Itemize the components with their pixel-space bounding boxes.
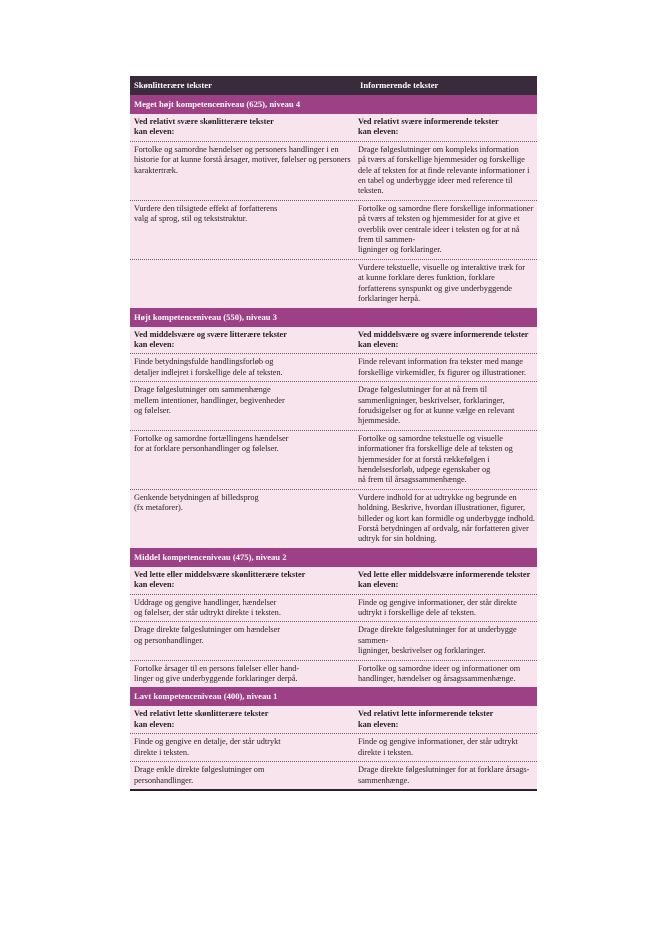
- subheading-informative: Ved lette eller middelsvære informerende tekster kan eleven:: [358, 569, 531, 590]
- cell-informative: Finde relevant information fra tekster med mange forskellige virkemidler, fx figurer og illustrationer.: [358, 357, 527, 377]
- table-row: [130, 381, 537, 430]
- header-informative: Informerende tekster: [360, 80, 439, 90]
- table-row: [130, 621, 537, 659]
- cell-literary: [130, 260, 356, 308]
- cell-literary: Drage enkle direkte følgeslutninger om personhandlinger.: [134, 765, 265, 785]
- cell-literary: Fortolke og samordne hændelser og personers handlinger i en historie for at kunne forstå årsager, motiver, følelser og personers karaktertræk.: [134, 144, 351, 175]
- level-heading: Middel kompetenceniveau (475), niveau 2: [130, 548, 537, 567]
- level-subheading-row: [130, 567, 537, 594]
- table-row: [130, 353, 537, 381]
- table-row: [130, 761, 537, 789]
- table-body: [130, 95, 537, 789]
- subheading-literary: Ved middelsvære og svære litterære tekster kan eleven:: [134, 329, 287, 349]
- level-heading: Lavt kompetenceniveau (400), niveau 1: [130, 687, 537, 706]
- cell-informative: Drage følgeslutninger for at nå frem til sammenligninger, beskrivelser, forklaringer, forudsigelser og for at kunne vælge en relevant hjemmeside.: [358, 385, 515, 426]
- subheading-informative: Ved relativt lette informerende tekster kan eleven:: [358, 709, 494, 729]
- cell-literary: Vurdere den tilsigtede effekt af forfatterens valg af sprog, stil og tekststruktur.: [134, 203, 278, 224]
- cell-literary: Finde betydningsfulde handlingsforløb og detaljer indlejret i forskellige dele af teksten.: [134, 357, 283, 377]
- table-row: [130, 660, 537, 688]
- table-row: [130, 733, 537, 761]
- table-row: [130, 200, 537, 259]
- subheading-literary: Ved relativt lette skønlitterære tekster kan eleven:: [134, 709, 269, 729]
- cell-informative: Vurdere indhold for at udtrykke og begrunde en holdning. Beskrive, hvordan illustrationer, figurer, billeder og kort kan formidle og underbygge indhold. Forstå betydningen af ordvalg, når forfatteren giver udtryk for sin holdning.: [358, 492, 535, 544]
- cell-informative: Drage følgeslutninger om kompleks information på tværs af forskellige hjemmesider og forskellige dele af teksten for at finde relevante informationer i en tabel og underbygge ideer med reference til teksten.: [358, 144, 530, 196]
- cell-literary: Drage følgeslutninger om sammenhænge mellem intentioner, handlinger, begivenheder og følelser.: [134, 385, 285, 415]
- cell-literary: Drage direkte følgeslutninger om hændelser og personhandlinger.: [134, 625, 281, 645]
- level-subheading-row: [130, 327, 537, 354]
- cell-literary: Uddrage og gengive handlinger, hændelser og følelser, der står udtrykt direkte i teksten.: [134, 597, 281, 618]
- cell-informative: Drage direkte følgeslutninger for at underbygge sammen- ligninger, beskrivelser og forklaringer.: [358, 625, 517, 656]
- level-subheading-row: [130, 114, 537, 141]
- subheading-informative: Ved relativt svære informerende tekster kan eleven:: [358, 117, 499, 137]
- cell-informative: Fortolke og samordne tekstuelle og visuelle informationer fra forskellige dele af teksten og hjemmesider for at forstå rækkefølgen i hændelsesforløb, udpege egenskaber og nå frem til årsagssammenhænge.: [358, 433, 513, 485]
- subheading-literary: Ved relativt svære skønlitterære tekster kan eleven:: [134, 117, 274, 137]
- header-literary: Skønlitterære tekster: [134, 80, 212, 90]
- cell-informative: Finde og gengive informationer, der står udtrykt direkte i teksten.: [358, 737, 518, 757]
- cell-informative: Drage direkte følgeslutninger for at forklare årsags- sammenhænge.: [358, 765, 530, 785]
- table-row: [130, 141, 537, 200]
- subheading-literary: Ved lette eller middelsvære skønlitterære tekster kan eleven:: [134, 569, 306, 590]
- cell-literary: Genkende betydningen af billedsprog (fx metaforer).: [134, 492, 259, 513]
- competence-table: [130, 76, 537, 791]
- cell-informative: Finde og gengive informationer, der står direkte udtrykt i forskellige dele af teksten.: [358, 597, 517, 618]
- table-row: [130, 259, 537, 308]
- cell-literary: Fortolke og samordne fortællingens hændelser for at forklare personhandlinger og følelser.: [134, 433, 289, 454]
- table-row: [130, 489, 537, 548]
- level-heading: Højt kompetenceniveau (550), niveau 3: [130, 308, 537, 327]
- cell-informative: Fortolke og samordne flere forskellige informationer på tværs af teksten og hjemmesider for at give et overblik over centrale ideer i teksten og for at nå frem til sammen- ligninger og forklaringer.: [358, 203, 534, 255]
- table-row: [130, 594, 537, 622]
- level-subheading-row: [130, 706, 537, 733]
- table-row: [130, 430, 537, 489]
- table-header: [130, 76, 537, 95]
- cell-informative: Vurdere tekstuelle, visuelle og interaktive træk for at kunne forklare deres funktion, forklare forfatterens synspunkt og give underbyggende forklaringer herpå.: [358, 262, 525, 304]
- cell-literary: Finde og gengive en detalje, der står udtrykt direkte i teksten.: [134, 737, 281, 757]
- subheading-informative: Ved middelsvære og svære informerende tekster kan eleven:: [358, 329, 529, 349]
- cell-informative: Fortolke og samordne ideer og informationer om handlinger, hændelser og årsagssammenhænge.: [358, 663, 521, 684]
- level-heading: Meget højt kompetenceniveau (625), niveau 4: [130, 95, 537, 114]
- cell-literary: Fortolke årsager til en persons følelser eller hand- linger og give underbyggende forklaringer derpå.: [134, 663, 300, 684]
